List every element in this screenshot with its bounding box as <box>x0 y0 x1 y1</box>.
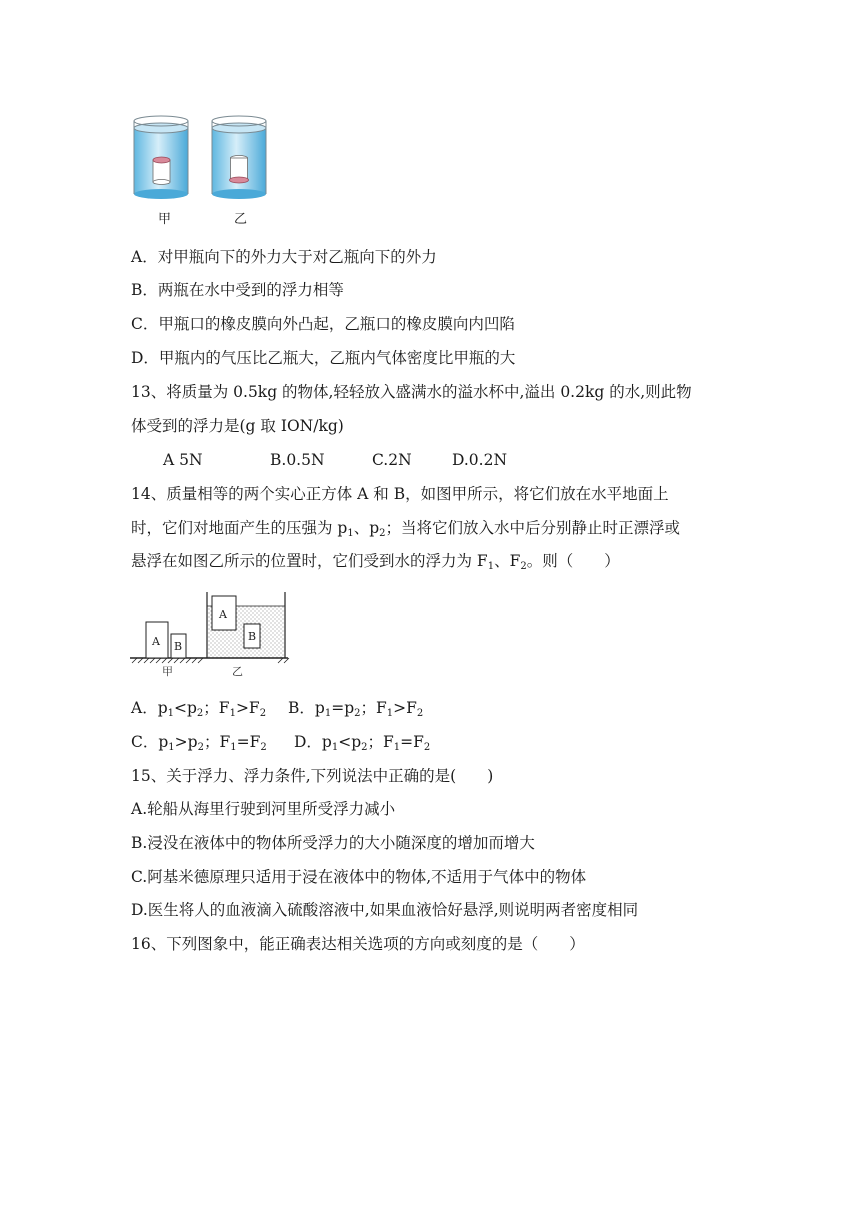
q15-option-c: C.阿基米德原理只适用于浸在液体中的物体,不适用于气体中的物体 <box>131 868 587 886</box>
q15-option-a: A.轮船从海里行驶到河里所受浮力减小 <box>131 800 396 818</box>
water-block-a-label: A <box>219 608 227 621</box>
container-jia <box>134 116 188 199</box>
bottles-figure <box>128 112 278 232</box>
q14-stem-line1: 14、质量相等的两个实心正方体 A 和 B，如图甲所示，将它们放在水平地面上 <box>131 485 669 503</box>
q14-option-d: D．$p_1<p_2$；$F_1=F_2$ <box>294 733 431 753</box>
water-block-b-label: B <box>248 630 257 643</box>
q13-stem-line2: 体受到的浮力是(g 取 ION/kg) <box>131 417 344 435</box>
blocks-figure <box>128 588 290 680</box>
q12-option-a: A．对甲瓶向下的外力大于对乙瓶向下的外力 <box>131 248 437 266</box>
figure-label-jia: 甲 <box>158 212 172 227</box>
q16-stem: 16、下列图象中，能正确表达相关选项的方向或刻度的是（ ） <box>131 935 585 953</box>
q13-option-a: A 5N <box>163 451 203 469</box>
q13-option-d: D.0.2N <box>452 451 508 469</box>
q13-option-b: B.0.5N <box>270 451 325 469</box>
figure-label-jia-2: 甲 <box>162 665 173 678</box>
q13-options <box>163 450 507 470</box>
q13-stem-line1: 13、将质量为 0.5kg 的物体,轻轻放入盛满水的溢水杯中,溢出 0.2kg 的水,则此物 <box>131 383 692 401</box>
q14-stem-line2: 时，它们对地面产生的压强为 $p_1$、$p_2$；当将它们放入水中后分别静止时正漂浮或 <box>131 519 681 539</box>
q15-stem: 15、关于浮力、浮力条件,下列说法中正确的是( ) <box>131 767 494 785</box>
container-yi <box>212 116 266 199</box>
q14-option-a: A．$p_1<p_2$；$F_1>F_2$ <box>131 699 267 719</box>
q14-option-c: C．$p_1>p_2$；$F_1=F_2$ <box>131 733 267 753</box>
q12-option-c: C．甲瓶口的橡皮膜向外凸起，乙瓶口的橡皮膜向内凹陷 <box>131 315 515 333</box>
ground-block-b-label: B <box>174 640 183 653</box>
q15-option-d: D.医生将人的血液滴入硫酸溶液中,如果血液恰好悬浮,则说明两者密度相同 <box>131 901 639 919</box>
q15-option-b: B.浸没在液体中的物体所受浮力的大小随深度的增加而增大 <box>131 834 535 852</box>
q13-option-c: C.2N <box>372 451 412 469</box>
q14-options-row1 <box>131 698 423 724</box>
figure-label-yi-2: 乙 <box>232 665 243 678</box>
figure-label-yi: 乙 <box>234 212 248 227</box>
ground-block-a-label: A <box>152 635 160 648</box>
q14-option-b: B．$p_1=p_2$；$F_1>F_2$ <box>288 699 424 719</box>
q12-option-d: D．甲瓶内的气压比乙瓶大，乙瓶内气体密度比甲瓶的大 <box>131 349 516 367</box>
q14-options-row2 <box>131 732 430 758</box>
q14-stem-line3: 悬浮在如图乙所示的位置时，它们受到水的浮力为 $F_1$、$F_2$。则（ ） <box>131 552 620 572</box>
q12-option-b: B．两瓶在水中受到的浮力相等 <box>131 281 344 299</box>
